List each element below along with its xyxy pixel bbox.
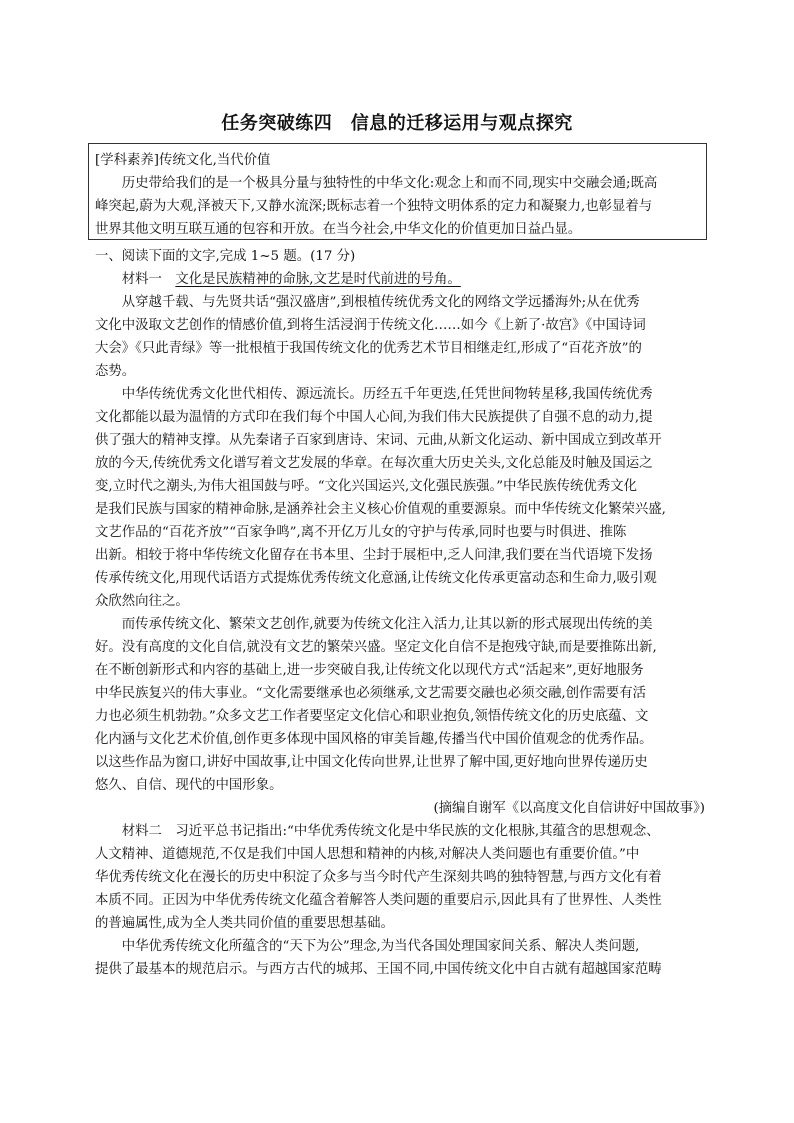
text-line: 材料二 习近平总书记指出:“中华优秀传统文化是中华民族的文化根脉,其蕴含的思想观念、 <box>95 824 660 839</box>
subject-literacy-box <box>88 143 707 240</box>
text-line: 悠久、自信、现代的中国形象。 <box>95 778 283 793</box>
text-line: 文化中汲取文艺创作的情感价值,到将生活浸润于传统文化……如今《上新了·故宫》《中国诗词 <box>95 318 646 333</box>
paragraph-4 <box>95 820 705 935</box>
box-line: [学科素养]传统文化,当代价值 <box>95 153 271 168</box>
source-citation: (摘编自谢军《以高度文化自信讲好中国故事》) <box>433 801 705 816</box>
section-heading: 一、阅读下面的文字,完成 1~5 题。(17 分) <box>95 249 356 264</box>
text-line: 出新。相较于将中华传统文化留存在书本里、尘封于展柜中,乏人问津,我们要在当代语境下发扬 <box>95 548 653 563</box>
text-line: 大会》《只此青绿》等一批根植于我国传统文化的优秀艺术节目相继走红,形成了“百花齐放”的 <box>95 341 642 356</box>
text-line: 是我们民族与国家的精神命脉,是涵养社会主义核心价值观的重要源泉。而中华传统文化繁荣兴盛, <box>95 502 666 517</box>
text-line: 化内涵与文化艺术价值,创作更多体现中国风格的审美旨趣,传播当代中国价值观念的优秀作品。 <box>95 732 653 747</box>
paragraph-1 <box>95 291 705 383</box>
text-line: 变,立时代之潮头,为伟大祖国鼓与呼。“文化兴国运兴,文化强民族强。”中华民族传统优秀文化 <box>95 479 637 494</box>
box-line: 峰突起,蔚为大观,泽被天下,又静水流深;既标志着一个独特文明体系的定力和凝聚力,也彰显着与 <box>95 199 653 214</box>
text-line: 以这些作品为窗口,讲好中国故事,让中国文化传向世界,让世界了解中国,更好地向世界传递历史 <box>95 755 648 770</box>
text-line: 在不断创新形式和内容的基础上,进一步突破自我,让传统文化以现代方式“活起来”,更好地服务 <box>95 663 644 678</box>
material-one-underlined-sentence: 文化是民族精神的命脉,文艺是时代前进的号角。 <box>175 272 461 287</box>
text-line: 从穿越千载、与先贤共话“强汉盛唐”,到根植传统优秀文化的网络文学远播海外;从在优秀 <box>95 295 640 310</box>
text-line: 文艺作品的“百花齐放”“百家争鸣”,离不开亿万儿女的守护与传承,同时也要与时俱进、推陈 <box>95 525 627 540</box>
page-title: 任务突破练四 信息的迁移运用与观点探究 <box>221 113 573 134</box>
box-line: 历史带给我们的是一个极具分量与独特性的中华文化:观念上和而不同,现实中交融会通;既高 <box>95 176 658 191</box>
paragraph-2 <box>95 383 705 613</box>
material-one-intro <box>95 268 705 291</box>
text-line: 中华优秀传统文化所蕴含的“天下为公”理念,为当代各国处理国家间关系、解决人类问题, <box>95 939 640 954</box>
text-line: 华优秀传统文化在漫长的历史中积淀了众多与当今时代产生深刻共鸣的独特智慧,与西方文化有着 <box>95 870 662 885</box>
text-line: 提供了最基本的规范启示。与西方古代的城邦、王国不同,中国传统文化中自古就有超越国家范畴 <box>95 962 662 977</box>
text-line: 而传承传统文化、繁荣文艺创作,就要为传统文化注入活力,让其以新的形式展现出传统的美 <box>95 617 653 632</box>
material-one-label: 材料一 <box>95 272 176 287</box>
text-line: 的普遍属性,成为全人类共同价值的重要思想基础。 <box>95 916 394 931</box>
text-line: 中华传统优秀文化世代相传、源远流长。历经五千年更迭,任凭世间物转星移,我国传统优秀 <box>95 387 653 402</box>
paragraph-3 <box>95 613 705 797</box>
text-line: 态势。 <box>95 364 136 379</box>
text-line: 传承传统文化,用现代话语方式提炼优秀传统文化意涵,让传统文化传承更富动态和生命力,吸引观 <box>95 571 657 586</box>
text-line: 众欣然向往之。 <box>95 594 189 609</box>
text-line: 文化都能以最为温情的方式印在我们每个中国人心间,为我们伟大民族提供了自强不息的动力,提 <box>95 410 653 425</box>
paragraph-5 <box>95 935 705 981</box>
text-line: 放的今天,传统优秀文化谱写着文艺发展的华章。在每次重大历史关头,文化总能及时触及国运之 <box>95 456 653 471</box>
reading-section <box>95 245 705 981</box>
text-line: 本质不同。正因为中华优秀传统文化蕴含着解答人类问题的重要启示,因此具有了世界性、人类性 <box>95 893 662 908</box>
text-line: 供了强大的精神支撑。从先秦诸子百家到唐诗、宋词、元曲,从新文化运动、新中国成立到改革开 <box>95 433 662 448</box>
text-line: 力也必须生机勃勃。”众多文艺工作者要坚定文化信心和职业抱负,领悟传统文化的历史底蕴、文 <box>95 709 649 724</box>
box-line: 世界其他文明互联互通的包容和开放。在当今社会,中华文化的价值更加日益凸显。 <box>95 222 582 237</box>
text-line: 好。没有高度的文化自信,就没有文艺的繁荣兴盛。坚定文化自信不是抱残守缺,而是要推陈出新, <box>95 640 657 655</box>
text-line: 中华民族复兴的伟大事业。“文化需要继承也必须继承,文艺需要交融也必须交融,创作需要有活 <box>95 686 646 701</box>
text-line: 人文精神、道德规范,不仅是我们中国人思想和精神的内核,对解决人类问题也有重要价值。”中 <box>95 847 640 862</box>
